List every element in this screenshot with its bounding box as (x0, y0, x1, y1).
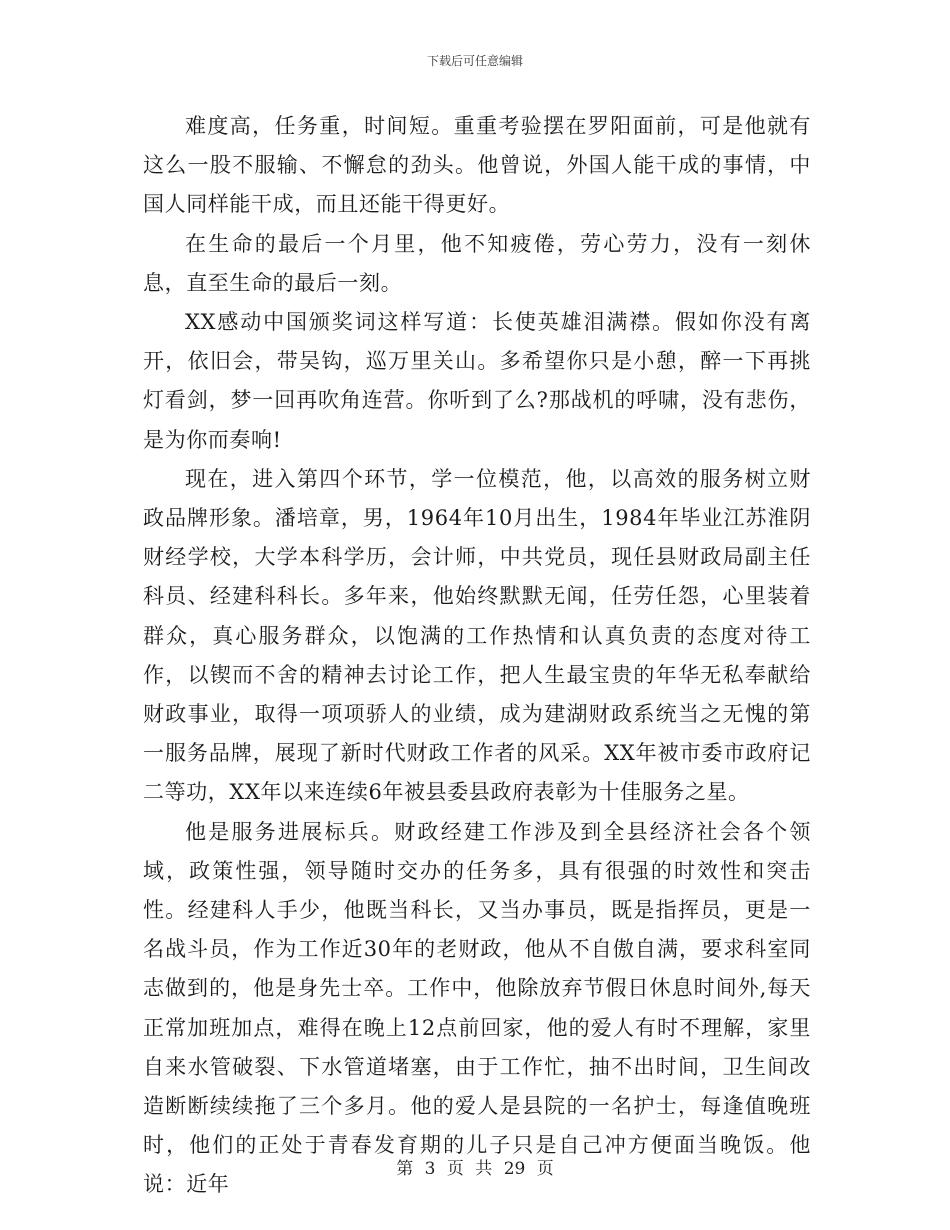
paragraph-3: XX感动中国颁奖词这样写道：长使英雄泪满襟。假如你没有离开，依旧会，带吴钩，巡万里关山。多希望你只是小憩，醉一下再挑灯看剑，梦一回再吹角连营。你听到了么?那战机的呼啸，没有悲伤，是为你而奏响! (143, 310, 811, 452)
page-header-note: 下载后可任意编辑 (426, 54, 523, 68)
paragraph-2: 在生命的最后一个月里，他不知疲倦，劳心劳力，没有一刻休息，直至生命的最后一刻。 (143, 231, 811, 295)
paragraph-1: 难度高，任务重，时间短。重重考验摆在罗阳面前，可是他就有这么一股不服输、不懈怠的劲头。他曾说，外国人能干成的事情，中国人同样能干成，而且还能干得更好。 (143, 114, 811, 217)
paragraph-5: 他是服务进展标兵。财政经建工作涉及到全县经济社会各个领域，政策性强，领导随时交办的任务多，具有很强的时效性和突击性。经建科人手少，他既当科长，又当办事员，既是指挥员，更是一名战斗员，作为工作近30年的老财政，他从不自傲自满，要求科室同志做到的，他是身先士卒。工作中，他除放弃节假日休息时间外,每天正常加班加点，难得在晚上12点前回家，他的爱人有时不理解，家里自来水管破裂、下水管道堵塞，由于工作忙，抽不出时间，卫生间改造断断续续拖了三个多月。他的爱人是县院的一名护士，每逢值晚班时，他们的正处于青春发育期的儿子只是自己冲方便面当晚饭。他说：近年 (143, 819, 811, 1197)
document-body (143, 107, 811, 1205)
paragraph-4: 现在，进入第四个环节，学一位模范，他，以高效的服务树立财政品牌形象。潘培章，男，1964年10月出生，1984年毕业江苏淮阴财经学校，大学本科学历，会计师，中共党员，现任县财政局副主任科员、经建科科长。多年来，他始终默默无闻，任劳任怨，心里装着群众，真心服务群众，以饱满的工作热情和认真负责的态度对待工作，以锲而不舍的精神去讨论工作，把人生最宝贵的年华无私奉献给财政事业，取得一项项骄人的业绩，成为建湖财政系统当之无愧的第一服务品牌，展现了新时代财政工作者的风采。XX年被市委市政府记二等功，XX年以来连续6年被县委县政府表彰为十佳服务之星。 (143, 466, 811, 805)
page-number-footer: 第 3 页 共 29 页 (396, 1159, 554, 1179)
